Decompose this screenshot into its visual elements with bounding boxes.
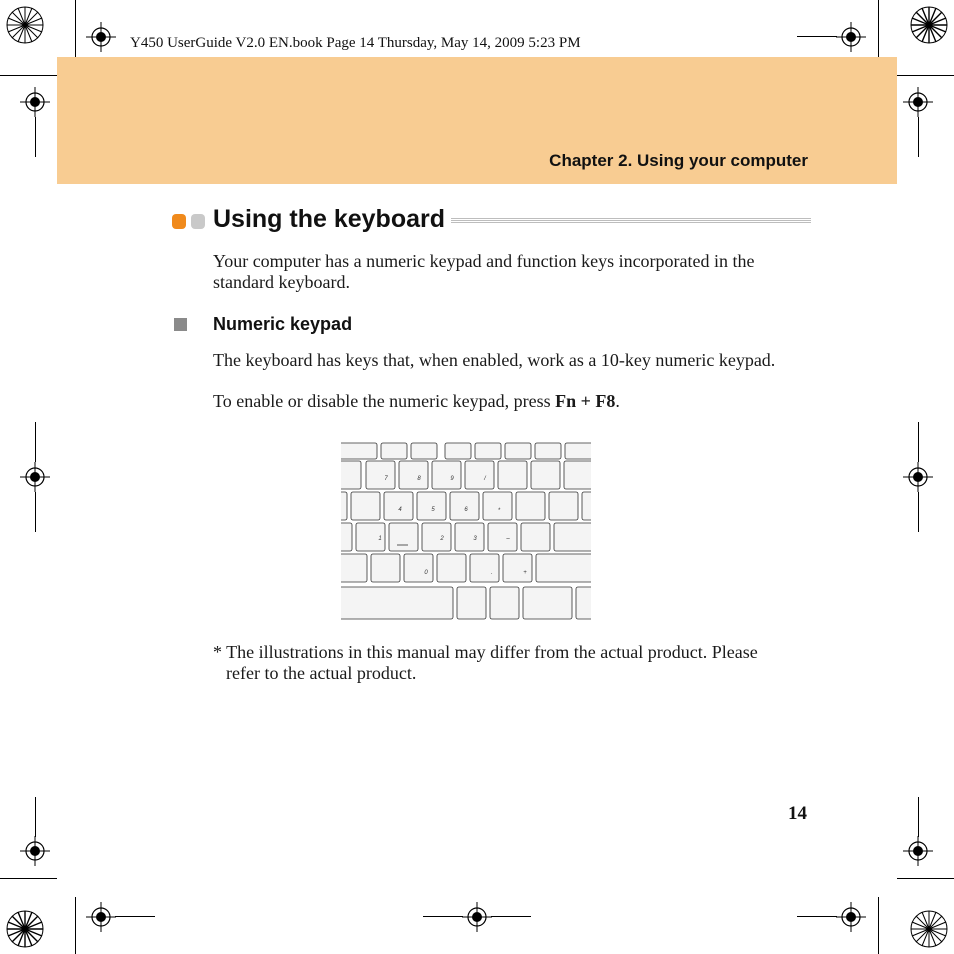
square-bullet-icon [174,318,187,331]
trim-line [75,0,76,57]
starburst-mark-bottom-right [909,909,949,949]
keypad-key-slash: / [484,476,486,482]
chapter-title: Chapter 2. Using your computer [549,151,808,170]
keypad-toggle-prefix: To enable or disable the numeric keypad, press [213,391,556,411]
section-rule [451,218,811,224]
trim-line [897,878,954,879]
function-key-row [341,443,591,459]
registration-mark-left-3 [20,836,50,866]
trim-line [35,117,36,157]
trim-line [35,422,36,462]
note-line-1: * The illustrations in this manual may differ from the actual product. Please [213,642,758,662]
trim-line [35,797,36,837]
registration-mark-bottom-2 [462,902,492,932]
keypad-paragraph: The keyboard has keys that, when enabled, work as a 10-key numeric keypad. [213,350,776,370]
intro-paragraph: Your computer has a numeric keypad and function keys incorporated in the standard keyboard. [213,251,755,292]
keypad-key-6: 6 [464,507,468,513]
keypad-toggle-suffix: . [615,391,620,411]
registration-mark-left-1 [20,87,50,117]
illustration-note [213,642,813,684]
registration-mark-right-2 [903,462,933,492]
grey-dot-icon [191,214,205,229]
keypad-key-3: 3 [473,536,477,542]
keypad-key-minus: – [506,536,510,542]
keyboard-illustration [341,441,591,623]
section-title: Using the keyboard [213,205,445,233]
starburst-mark-top-left [5,5,45,45]
trim-line [75,897,76,954]
trim-line [797,36,837,37]
trim-line [0,878,57,879]
orange-dot-icon [172,214,186,229]
starburst-mark-bottom-left [5,909,45,949]
key-row-4 [341,554,591,582]
registration-mark-bottom-3 [836,902,866,932]
subsection-title: Numeric keypad [213,314,353,334]
registration-mark-top-1 [86,22,116,52]
section-dots-icon [172,213,208,231]
trim-line [423,916,463,917]
registration-mark-right-3 [903,836,933,866]
key-row-1 [341,461,591,489]
page-number: 14 [788,803,807,824]
keypad-key-4: 4 [398,507,402,513]
trim-line [918,117,919,157]
trim-line [878,897,879,954]
trim-line [878,0,879,57]
trim-line [918,422,919,462]
key-row-2 [341,492,591,520]
keypad-key-dot: . [491,570,493,576]
registration-mark-bottom-1 [86,902,116,932]
note-line-2: refer to the actual product. [226,663,417,683]
keypad-key-plus: + [523,570,527,576]
trim-line [918,797,919,837]
starburst-mark-top-right [909,5,949,45]
trim-line [0,75,57,76]
keypad-key-1: 1 [378,536,382,542]
registration-mark-right-1 [903,87,933,117]
trim-line [918,492,919,532]
keypad-key-5: 5 [431,507,435,513]
keypad-toggle-keys: Fn + F8 [555,391,616,411]
keypad-toggle-paragraph [213,391,803,412]
keypad-key-asterisk: * [497,508,501,514]
keypad-key-8: 8 [417,476,421,482]
trim-line [491,916,531,917]
keypad-key-0: 0 [424,570,428,576]
trim-line [897,75,954,76]
registration-mark-top-2 [836,22,866,52]
book-file-line: Y450 UserGuide V2.0 EN.book Page 14 Thursday, May 14, 2009 5:23 PM [130,35,581,51]
keypad-key-7: 7 [384,476,388,482]
keypad-key-2: 2 [440,536,444,542]
trim-line [35,492,36,532]
key-row-5 [341,587,591,619]
keypad-key-9: 9 [450,476,454,482]
registration-mark-left-2 [20,462,50,492]
trim-line [115,916,155,917]
trim-line [797,916,837,917]
